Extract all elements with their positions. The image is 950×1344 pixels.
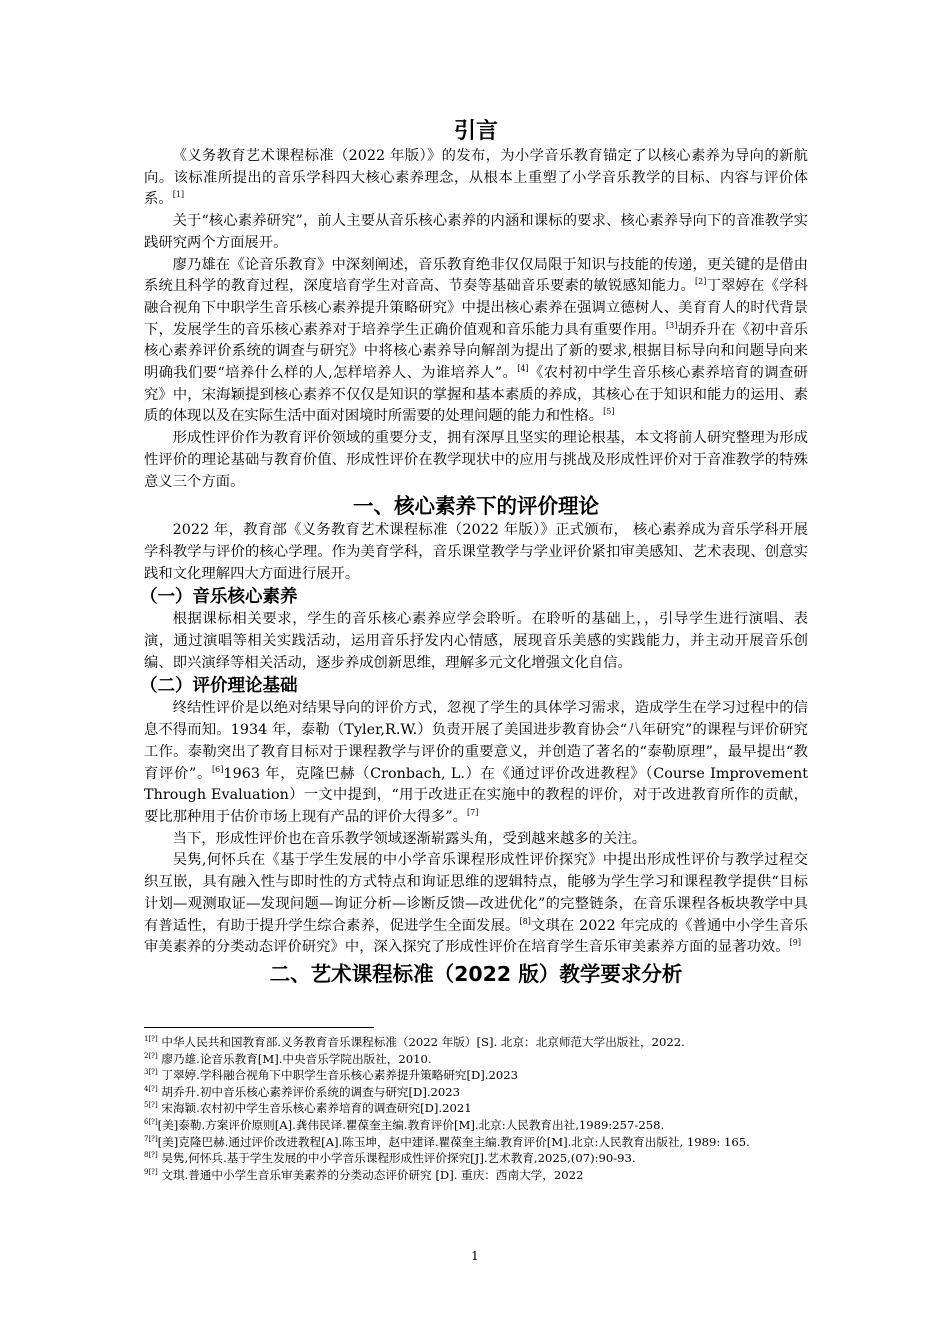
- citation-ref: [7]: [467, 808, 479, 818]
- footnote-item: $^{4[?]}$ 胡乔升.初中音乐核心素养评价系统的调查与研究[D].2023: [144, 1084, 461, 1099]
- citation-ref: [2]: [695, 277, 707, 287]
- intro-paragraph-4: 形成性评价作为教育评价领域的重要分支，拥有深厚且坚实的理论根基，本文将前人研究整理为形成性评价的理论基础与教育价值、形成性评价在教学现状中的应用与挑战及形成性评价对于音准教学的特殊意义三个方面。: [144, 430, 808, 490]
- footnote-item: $^{6[?]}$[美]泰勒.方案评价原则[A].龚伟民译.瞿葆奎主编.教育评价[M].北京:人民教育出社,1989:257-258.: [144, 1117, 665, 1132]
- section-1-heading: 一、核心素养下的评价理论: [353, 494, 599, 519]
- citation-ref: [6]: [211, 764, 224, 774]
- footnote-item: $^{2[?]}$ 廖乃雄.论音乐教育[M].中央音乐学院出版社，2010.: [144, 1051, 432, 1066]
- footnote-item: $^{9[?]}$ 文琪.普通中小学生音乐审美素养的分类动态评价研究 [D]. 重庆：西南大学，2022: [144, 1167, 584, 1182]
- subsection-2-paragraph-2: 当下，形成性评价也在音乐教学领域逐渐崭露头角，受到越来越多的关注。: [172, 830, 647, 847]
- footnote-item: $^{1[?]}$ 中华人民共和国教育部.义务教育音乐课程标准（2022 年版）[S]. 北京：北京师范大学出版社，2022.: [144, 1035, 685, 1049]
- subsection-2-heading: （二）评价理论基础: [140, 676, 298, 697]
- subsection-2-paragraph-3: 吴隽,何怀兵在《基于学生发展的中小学音乐课程形成性评价探究》中提出形成性评价与教学过程交织互嵌，具有融入性与即时性的方式特点和询证思维的逻辑特点，能够为学生学习和课程教学提供“目标计划—观测取证—发现问题—询证分析—诊断反馈—改进优化”的完整链条，在音乐课程各板块教学中具有普适性，有助于提升学生综合素养，促进学生全面发展。[8]文琪在 2022 年完成的《普通中小学生音乐审美素养的分类动态评价研究》中，深入探究了形成性评价在培育学生音乐审美素养方面的显著功效。[9]: [144, 852, 808, 956]
- section-2-heading: 二、艺术课程标准（2022 版）教学要求分析: [269, 961, 683, 986]
- citation-ref: [1]: [172, 190, 185, 200]
- page-title: 引言: [453, 119, 498, 144]
- subsection-1-paragraph: 根据课标相关要求，学生的音乐核心素养应学会聆听。在聆听的基础上，，引导学生进行演唱、表演，通过演唱等相关实践活动，运用音乐抒发内心情感，展现音乐美感的实践能力，并主动开展音乐创编、即兴演绎等相关活动，逐步养成创新思维，理解多元文化增强文化自信。: [144, 611, 808, 671]
- intro-paragraph-3: 廖乃雄在《论音乐教育》中深刻阐述，音乐教育绝非仅仅局限于知识与技能的传递，更关键的是借由系统且科学的教育过程，深度培育学生对音高、节奏等基础音乐要素的敏锐感知能力。[2]丁翠婷在《学科融合视角下中职学生音乐核心素养提升策略研究》中提出核心素养在强调立德树人、美育育人的时代背景下，发展学生的音乐核心素养对于培养学生正确价值观和音乐能力具有重要作用。[3]胡乔升在《初中音乐核心素养评价系统的调查与研究》中将核心素养导向解剖为提出了新的要求,根据目标导向和问题导向来明确我们要“培养什么样的人,怎样培养人、为谁培养人”。[4]《农村初中学生音乐核心素养培育的调查研究》中，宋海颖提到核心素养不仅仅是知识的掌握和基本素质的养成，其核心在于知识和能力的运用、素质的体现以及在实际生活中面对困境时所需要的处理问题的能力和性格。[5]: [144, 256, 809, 425]
- footnote-separator: [144, 1027, 374, 1028]
- section-1-paragraph: 2022 年，教育部《义务教育艺术课程标准（2022 年版）》正式颁布， 核心素养成为音乐学科开展学科教学与评价的核心学理。作为美育学科，音乐课堂教学与学业评价紧扣审美感知、艺术表现、创意实践和文化理解四大方面进行展开。: [144, 522, 808, 582]
- intro-paragraph-1: 《义务教育艺术课程标准（2022 年版）》的发布，为小学音乐教育锚定了以核心素养为导向的新航向。该标准所提出的音乐学科四大核心素养理念，从根本上重塑了小学音乐教学的目标、内容与评价体系。[1]: [144, 148, 808, 208]
- citation-ref: [4]: [517, 364, 529, 374]
- citation-ref: [5]: [603, 407, 615, 417]
- citation-ref: [3]: [666, 320, 678, 330]
- footnote-item: $^{3[?]}$ 丁翠婷.学科融合视角下中职学生音乐核心素养提升策略研究[D].2023: [144, 1068, 519, 1083]
- footnotes: [144, 1034, 808, 1183]
- footnote-item: $^{5[?]}$ 宋海颖.农村初中学生音乐核心素养培育的调查研究[D].2021: [144, 1101, 472, 1116]
- page-number: 1: [471, 1249, 479, 1263]
- body-content: [140, 118, 809, 988]
- citation-ref: [9]: [789, 938, 802, 948]
- footnote-item: $^{7[?]}$[美]克隆巴赫.通过评价改进教程[A].陈玉坤，赵中建译.瞿葆奎主编.教育评价[M].北京:人民教育出版社, 1989: 165.: [144, 1134, 750, 1149]
- subsection-1-heading: （一）音乐核心素养: [140, 587, 298, 608]
- intro-paragraph-2: 关于“核心素养研究”，前人主要从音乐核心素养的内涵和课标的要求、核心素养导向下的音准教学实践研究两个方面展开。: [144, 213, 808, 251]
- subsection-2-paragraph-1: 终结性评价是以绝对结果导向的评价方式，忽视了学生的具体学习需求，造成学生在学习过程中的信息不得而知。1934 年，泰勒（Tyler,R.W.）负责开展了美国进步教育协会“八年研究”的课程与评价研究工作。泰勒突出了教育目标对于课程教学与评价的重要意义，并创造了著名的“泰勒原理”，最早提出“教育评价”。[6]1963 年，克隆巴赫（Cronbach, L.）在《通过评价改进教程》（Course Improvement Through Evaluation）一文中提到，“用于改进正在实施中的教程的评价，对于改进教育所作的贡献，要比那种用于估价市场上现有产品的评价大得多”。[7]: [144, 700, 809, 825]
- citation-ref: [8]: [519, 916, 531, 926]
- footnote-item: $^{8[?]}$ 吴隽,何怀兵.基于学生发展的中小学音乐课程形成性评价探究[J].艺术教育,2025,(07):90-93.: [144, 1151, 636, 1166]
